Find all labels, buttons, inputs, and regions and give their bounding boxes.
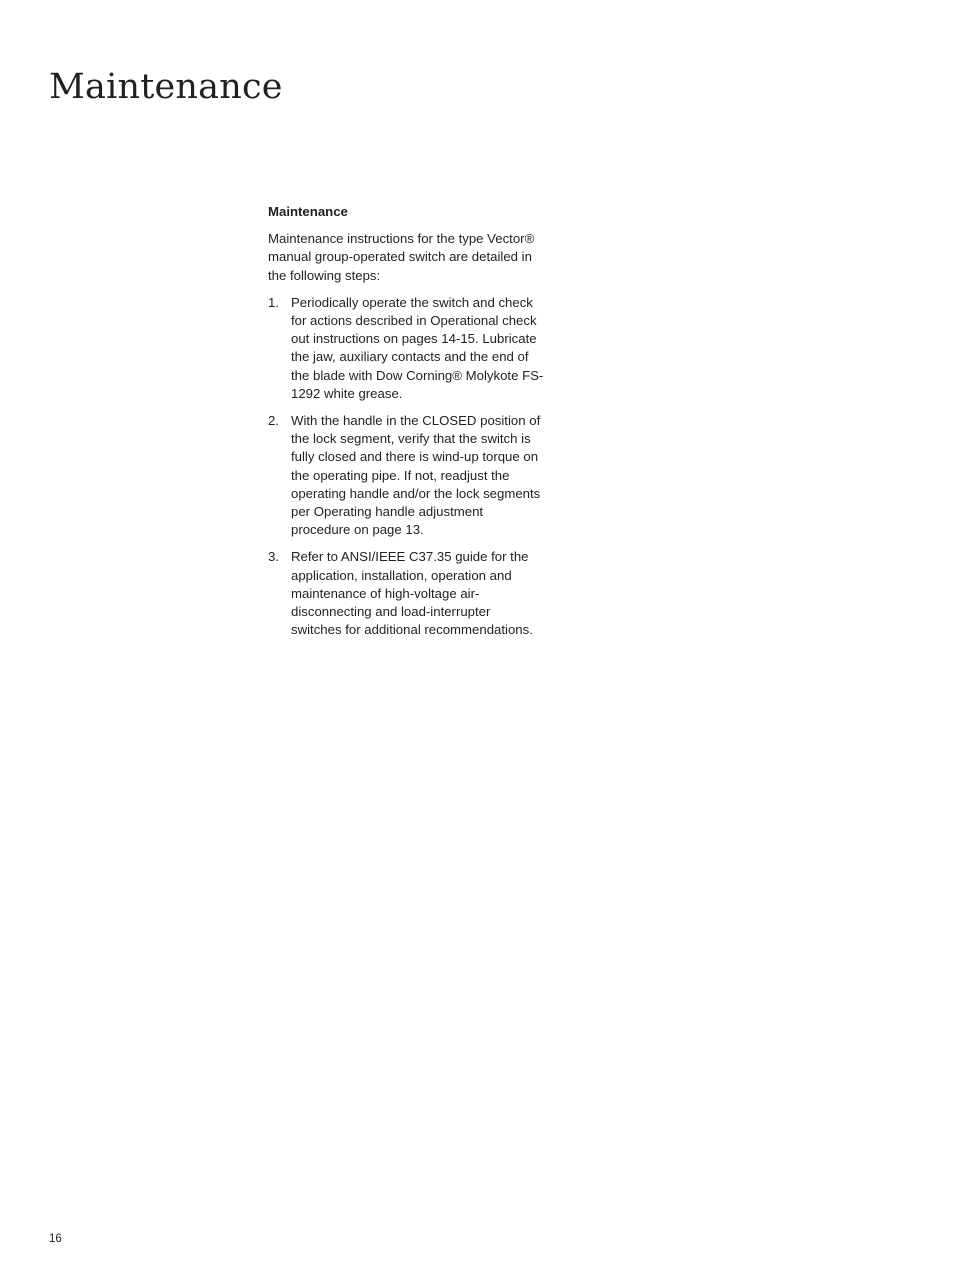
step-number: 2.	[268, 413, 279, 429]
page-title: Maintenance	[49, 67, 283, 107]
maintenance-section	[268, 203, 544, 648]
steps-list	[268, 294, 544, 640]
section-heading: Maintenance	[268, 204, 348, 219]
step-number: 3.	[268, 549, 279, 565]
list-item	[268, 412, 544, 539]
list-item	[268, 548, 544, 639]
step-text: Periodically operate the switch and check for actions described in Operational check out instructions on pages 14-15. Lubricate the jaw, auxiliary contacts and the end of the blade with Dow Corning® Molykote FS-1292 white grease.	[291, 294, 544, 401]
list-item	[268, 294, 544, 403]
intro-paragraph: Maintenance instructions for the type Vector® manual group-operated switch are detailed in the following steps:	[268, 231, 535, 283]
step-number: 1.	[268, 294, 279, 310]
page-number: 16	[49, 1233, 62, 1245]
step-text: Refer to ANSI/IEEE C37.35 guide for the application, installation, operation and maintenance of high-voltage air-disconnecting and load-interrupter switches for additional recommendations.	[291, 549, 533, 638]
step-text: With the handle in the CLOSED position of the lock segment, verify that the switch is fully closed and there is wind-up torque on the operating pipe. If not, readjust the operating handle and/or the lock segments per Operating handle adjustment procedure on page 13.	[291, 413, 541, 538]
